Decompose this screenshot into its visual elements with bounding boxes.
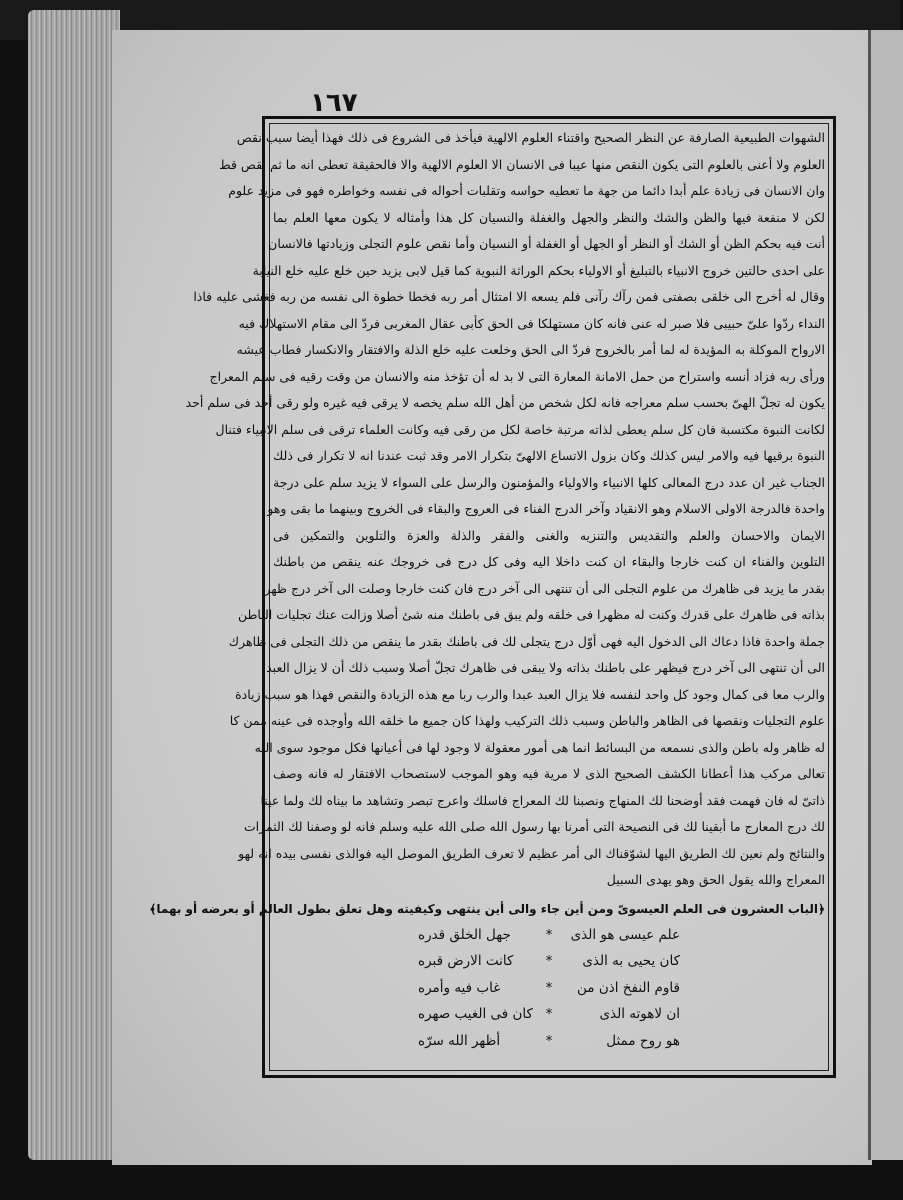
verse-separator: * (545, 953, 553, 969)
text-line: التلوين والفناء ان كنت خارجا والبقاء ان كنت داخلا اليه وفى كل درج فى خروجك عنه ينقص من باطنك (273, 554, 825, 569)
text-line: جملة واحدة فاذا دعاك الى الدخول اليه فهى أوّل درج يتجلى لك فى باطنك بقدر ما ينقص من ذلك التجلى فى ظاهرك (228, 633, 825, 649)
text-line: الجناب غير ان عدد درج المعالى كلها الانبياء والاولياء والمؤمنون والرسل على السواء لا يزيد سلم على درجة (273, 474, 825, 490)
text-line: تعالى مركب هذا أعطانا الكشف الصحيح الذى لا مرية فيه وهو الموجب لاستصحاب الافتقار له فانه وصف (273, 766, 825, 781)
text-line: وان الانسان فى زيادة علم أبدا دائما من جهة ما تعطيه حواسه وتقلبات أحواله فى نفسه وخواطره فهو فى مزيد علوم (228, 183, 825, 198)
text-frame (149, 116, 836, 1078)
text-line: والرب معا فى كمال وجود كل واحد لنفسه فلا يزال العبد عبدا والرب ربا مع هذه الزيادة والنقص فهذا هو سبب زيادة (235, 686, 825, 702)
verse-second-hemistich: كانت الارض قبره (418, 953, 514, 969)
text-line: الايمان والاحسان والعلم والتقديس والتنزيه والغنى والفقر والذلة والعزة والتلوين والتمكين فى (273, 527, 825, 543)
text-line: الى أن تنتهى الى آخر درج فيظهر على باطنك بذاته ولا يبقى فى ظاهرك تجلّ أصلا وسبب ذلك أن لا يزال العبد (266, 660, 825, 675)
text-line: أنت فيه بحكم الظن أو الشك أو النظر أو الجهل أو الغفلة أو النسيان وأما نقص علوم التجلى وزيادتها فالانسان (268, 236, 825, 251)
text-line: ورأى ربه فزاد أنسه واستراح من حمل الامانة المعارة التى لا بد له أن تؤخذ منه والانسان من وقت رقيه فى سلم المعراج (209, 368, 825, 384)
text-line: لكانت النبوة مكتسبة فان كل سلم يعطى لذاته مرتبة خاصة لكل من رقى فيه وكانت العلماء ترقى فى سلم الانبياء فتنال (215, 421, 825, 437)
text-line: الارواح الموكلة به المؤيدة له لما أمر بالخروج فردّ الى الحق وخلعت عليه خلع الذلة والافتقار والانكسار فطاب عيشه (236, 342, 825, 357)
poem-verse (273, 1028, 825, 1055)
verse-first-hemistich: علم عيسى هو الذى (570, 926, 680, 943)
text-line: النبوة برقيها فيه والامر ليس كذلك وكان بزول الاتساع الالهىّ بتكرار الامر وقد ثبت عندنا انه لا تكرار فى ذلك (273, 448, 825, 463)
text-line: علوم التجليات ونقصها فى الظاهر والباطن وسبب ذلك التركيب ولهذا كان جميع ما خلقه الله وأوجده فى عينه ممن كا (229, 713, 825, 728)
facing-page-edge (868, 30, 903, 1160)
verse-first-hemistich: كان يحيى به الذى (582, 953, 680, 969)
body-text (149, 125, 825, 1054)
verse-first-hemistich: قاوم النفخ اذن من (577, 979, 680, 996)
verse-first-hemistich: هو روح ممثل (606, 1032, 680, 1049)
text-line: بذاته فى ظاهرك على قدرك وكنت له مظهرا فى خلقه ولم يبق فى باطنك منه شئ أصلا وزالت عنك تجليات الباطن (237, 607, 825, 622)
text-line: وقال له أخرج الى خلقى بصفتى فمن رآك رآنى فلم يسعه الا امتثال أمر ربه فخطا خطوة الى نفسه من ربه فغشى عليه فاذا (193, 289, 825, 304)
verse-separator: * (545, 926, 553, 943)
poem-verse (273, 975, 825, 1002)
text-line: يكون له تجلّ الهىّ بحسب سلم معراجه فانه لكل شخص من أهل الله سلم يخصه لا يرقى فيه غيره ولو رقى أحد فى سلم أحد (185, 395, 825, 410)
verse-separator: * (545, 1006, 553, 1022)
verse-second-hemistich: كان فى الغيب صهره (418, 1006, 533, 1022)
text-line: المعراج والله يقول الحق وهو يهدى السبيل (606, 872, 825, 887)
poem-verse (273, 922, 825, 949)
verse-separator: * (545, 979, 553, 996)
text-line: لكن لا منفعة فيها والظن والشك والنظر والجهل والغفلة والنسيان كل هذا وأمثاله لا يكون معها العلم بما (273, 209, 825, 225)
text-line: الشهوات الطبيعية الصارفة عن النظر الصحيح واقتناء العلوم الالهية فيأخذ فى الشروع فى ذلك فهذا أيضا سبب نقص (236, 130, 825, 145)
verse-second-hemistich: جهل الخلق قدره (418, 926, 511, 943)
verse-second-hemistich: أظهر الله سرّه (418, 1032, 501, 1049)
text-line: العلوم ولا أعنى بالعلوم التى يكون النقص منها عيبا فى الانسان الا العلوم الالهية والا فالحقيقة تعطى انه ما ثم نقص قط (219, 156, 825, 172)
text-line: النداء ردّوا علىّ حبيبى فلا صبر له عنى فانه كان مستهلكا فى الحق كأبى عقال المغربى فردّ الى مقام الاستهلاك فيه (238, 315, 825, 331)
chapter-heading: ﴿الباب العشرون فى العلم العيسوىّ ومن أين جاء والى أين ينتهى وكيفيته وهل تعلق بطول العالم أو بعرضه أو بهما﴾ (149, 901, 825, 916)
poem-verse (273, 948, 825, 975)
page-number: ١٦٧ (310, 88, 358, 118)
poem (273, 922, 825, 1055)
verse-separator: * (545, 1032, 553, 1049)
text-line: ذاتىّ له فان فهمت فقد أوضحنا لك المنهاج ونصبنا لك المعراج فاسلك واعرج تبصر وتشاهد ما بيناه لك ولما عينا (260, 792, 825, 808)
text-line: لك درج المعارج ما أبقينا لك فى النصيحة التى أمرنا بها رسول الله صلى الله عليه وسلم فانه لو وصفنا لك الثمرات (243, 819, 825, 834)
verse-second-hemistich: غاب فيه وأمره (418, 979, 501, 996)
text-line: له ظاهر وله باطن والذى نسمعه من البسائط انما هى أمور معقولة لا وجود لها فى أعيانها فكل موجود سوى الله (254, 739, 825, 755)
text-line: على احدى حالتين خروج الانبياء بالتبليغ أو الاولياء بحكم الوراثة النبوية كما قيل لابى يزيد حين خلع عليه خلع النيابة (252, 262, 825, 278)
text-line: والنتائج ولم نعين لك الطريق اليها لشوّقناك الى أمر عظيم لا تعرف الطريق الموصل اليه فوالذى نفسى بيده انه لهو (238, 845, 825, 861)
poem-verse (273, 1001, 825, 1028)
text-line: واحدة فالدرجة الاولى الاسلام وهو الانقياد وآخر الدرج الفناء فى العروج والبقاء فى الخروج وبينهما ما بقى وهو (267, 501, 825, 516)
book-page-edges (28, 10, 120, 1160)
verse-first-hemistich: ان لاهوته الذى (599, 1006, 680, 1022)
text-line: بقدر ما يزيد فى ظاهرك من علوم التجلى الى أن تنتهى الى آخر درج فان كنت خارجا وصلت الى آخر درج ظهر (264, 580, 825, 596)
